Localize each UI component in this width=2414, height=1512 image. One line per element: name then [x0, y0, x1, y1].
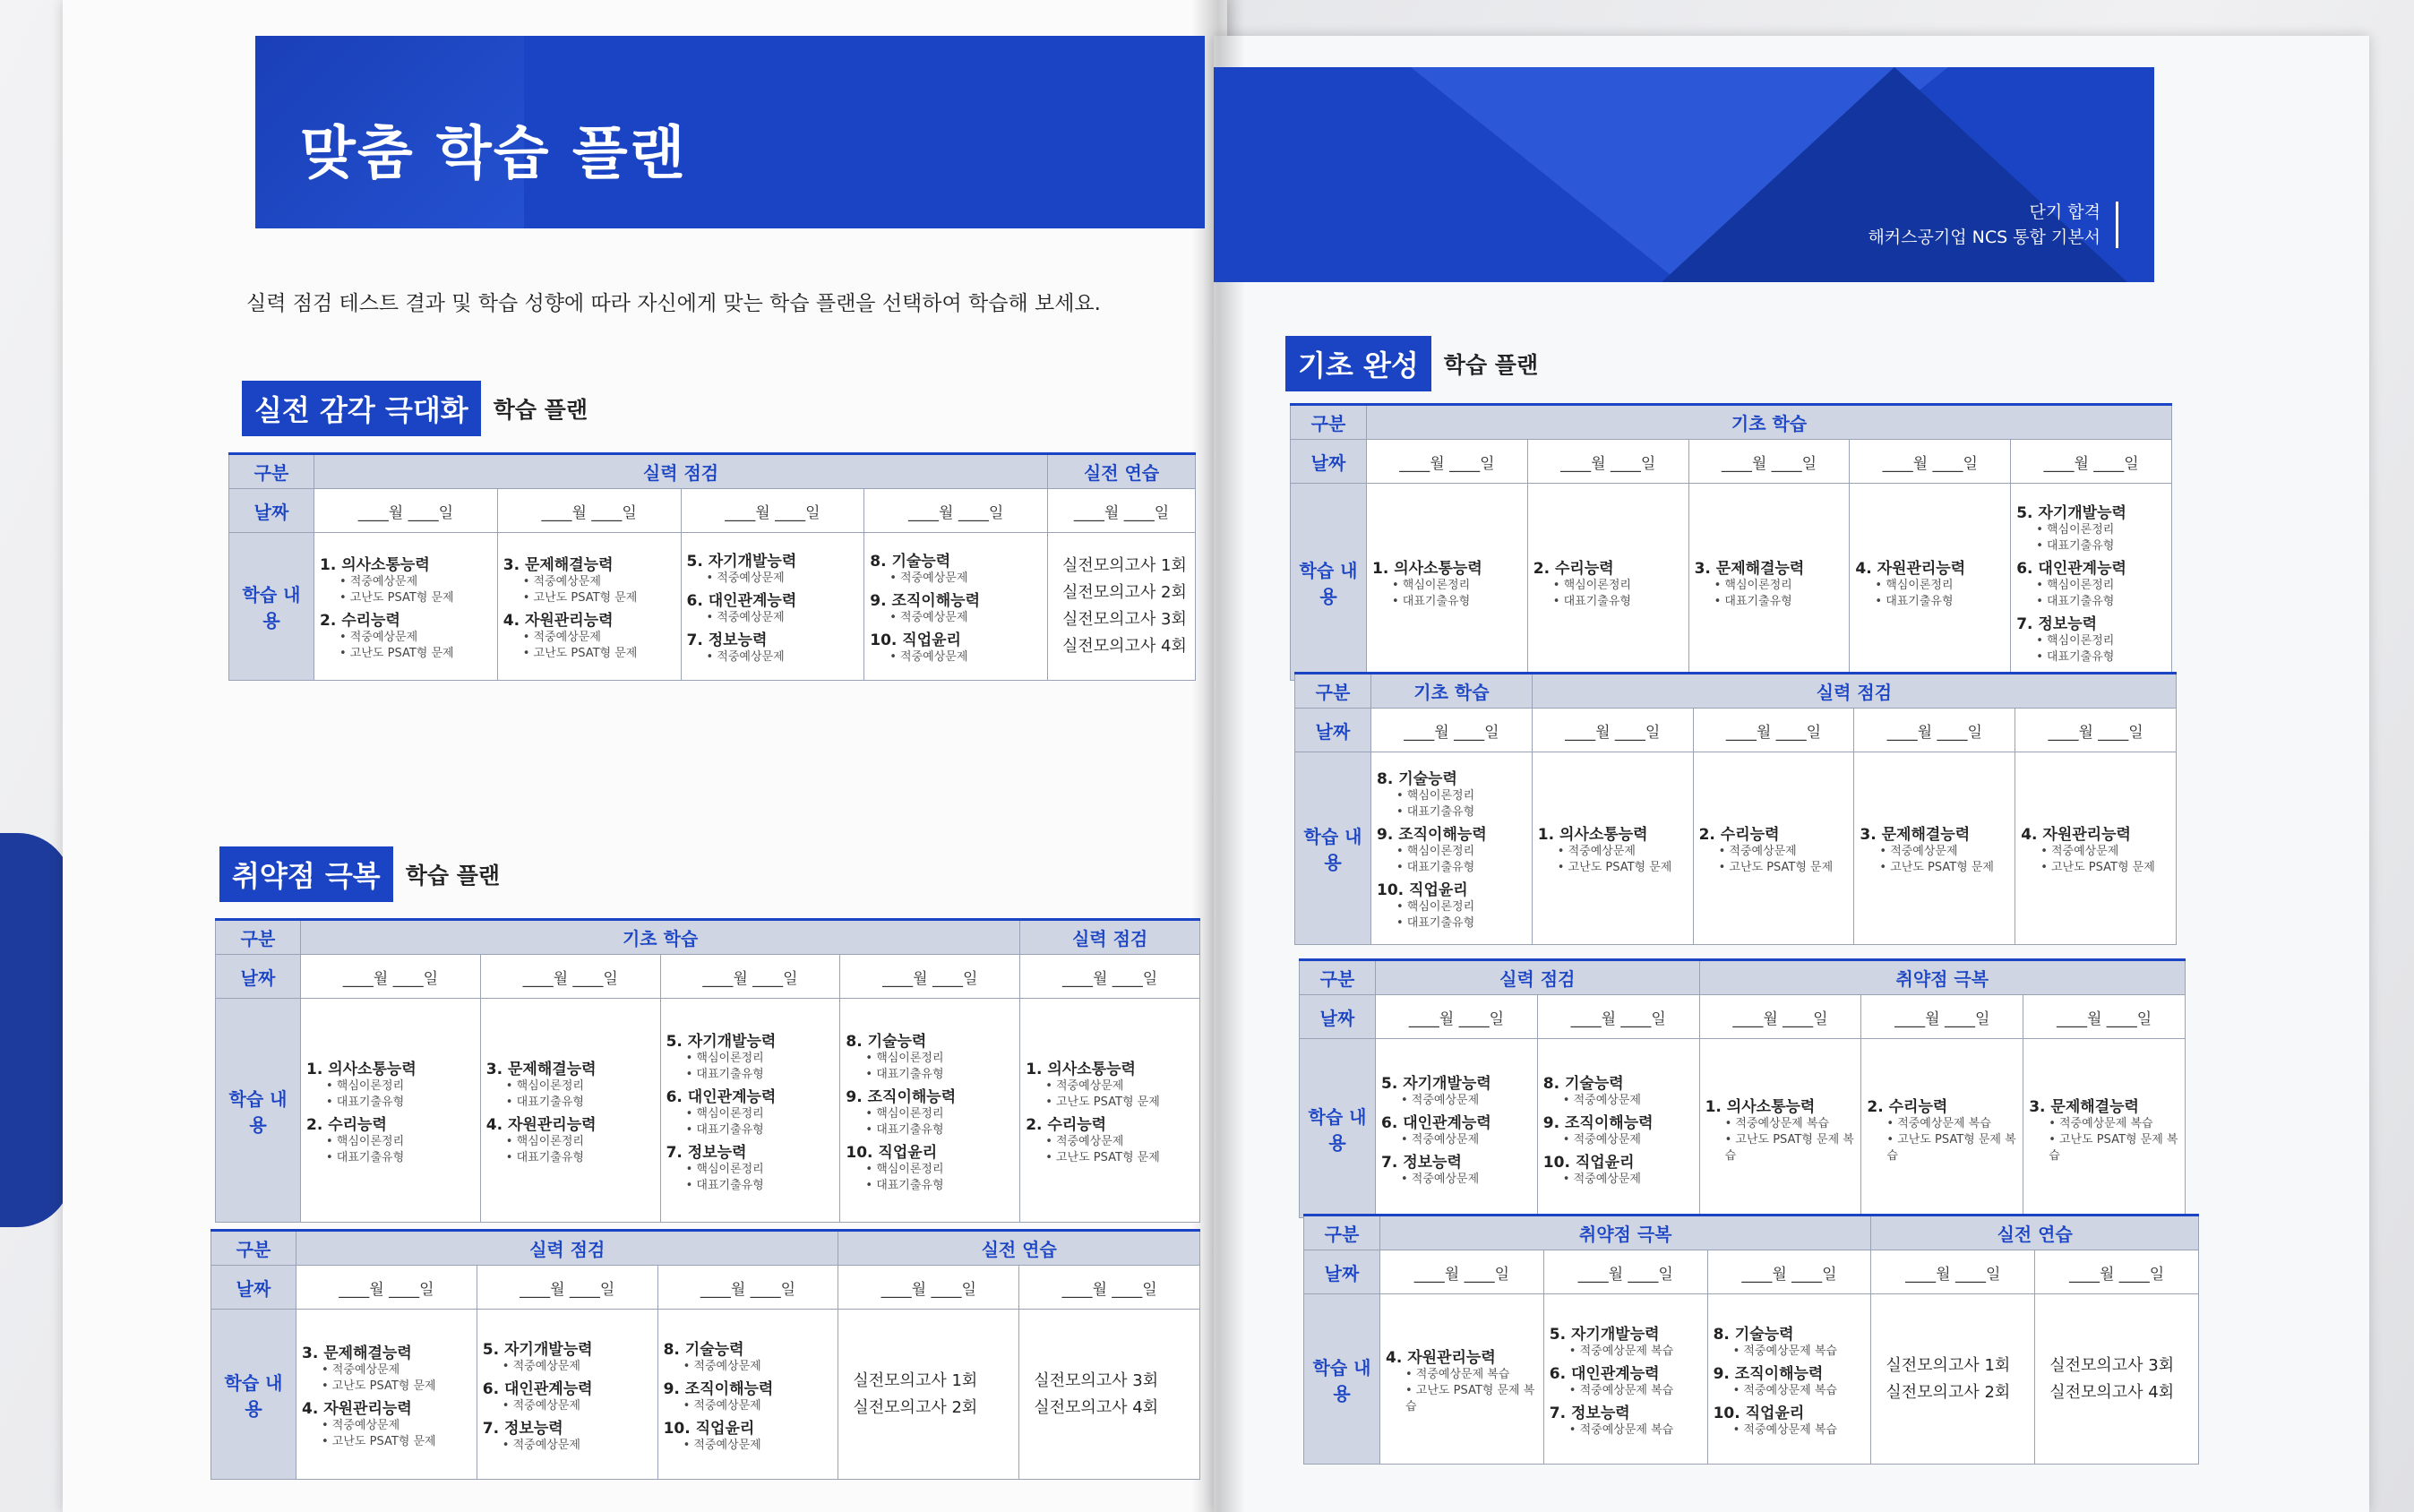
- subject-title: 5. 자기개발능력: [666, 1032, 777, 1051]
- subject-title: 4. 자원관리능력: [1386, 1348, 1496, 1367]
- mock-cell: [2035, 1294, 2199, 1465]
- date-cell[interactable]: ____월 ____일: [477, 1266, 657, 1310]
- subject-title: 5. 자기개발능력: [2016, 503, 2126, 522]
- subject-subitem: • 대표기출유형: [865, 1178, 944, 1192]
- subject-subitem: • 적중예상문제: [1562, 1172, 1641, 1186]
- subject-title: 6. 대인관계능력: [1381, 1113, 1491, 1132]
- subject-title: 3. 문제해결능력: [302, 1344, 412, 1362]
- subject-subitem: • 고난도 PSAT형 문제: [1879, 861, 1994, 874]
- subject-subitem: • 핵심이론정리: [1392, 578, 1471, 592]
- subject-title: 7. 정보능력: [686, 631, 768, 649]
- mock-exam-item: 실전모의고사 4회: [1062, 637, 1187, 656]
- subject-title: 6. 대인관계능력: [1549, 1364, 1660, 1383]
- subject-title: 4. 자원관리능력: [1855, 559, 1966, 578]
- label-content: 학습 내용: [1300, 1039, 1376, 1218]
- content-cell: [1543, 1294, 1707, 1465]
- content-cell: [497, 533, 681, 681]
- subject-subitem: • 고난도 PSAT형 문제: [339, 647, 454, 660]
- mock-exam-item: 실전모의고사 3회: [1062, 610, 1187, 629]
- subject-title: 3. 문제해결능력: [2029, 1097, 2139, 1116]
- subject-subitem: • 핵심이론정리: [1714, 578, 1792, 592]
- subject-title: 8. 기술능력: [846, 1032, 927, 1051]
- date-cell[interactable]: ____월 ____일: [1380, 1250, 1544, 1294]
- subject-title: 6. 대인관계능력: [686, 592, 797, 610]
- content-cell: [1371, 752, 1533, 945]
- mock-cell: [838, 1310, 1019, 1480]
- right-table-4: [1303, 1214, 2199, 1465]
- mock-exam-item: 실전모의고사 4회: [2049, 1382, 2175, 1402]
- label-date: 날짜: [216, 955, 301, 999]
- section-subtitle: 학습 플랜: [1443, 352, 1539, 378]
- banner-decoration: [1662, 67, 2127, 282]
- subject-subitem: • 핵심이론정리: [2036, 522, 2115, 537]
- subject-title: 3. 문제해결능력: [503, 556, 614, 574]
- mock-exam-item: 실전모의고사 1회: [853, 1370, 978, 1390]
- subject-subitem: • 적중예상문제: [1718, 845, 1797, 858]
- subject-subitem: • 적중예상문제: [889, 650, 968, 664]
- date-cell[interactable]: ____월 ____일: [1688, 440, 1850, 484]
- subject-subitem: • 대표기출유형: [685, 1178, 764, 1192]
- subject-subitem: • 고난도 PSAT형 문제 복습: [2049, 1132, 2178, 1163]
- section-heading-plan1: [242, 381, 588, 436]
- subject-subitem: • 대표기출유형: [1396, 805, 1475, 819]
- subject-title: 6. 대인관계능력: [2016, 559, 2126, 578]
- subject-title: 3. 문제해결능력: [485, 1060, 597, 1078]
- subject-subitem: • 대표기출유형: [505, 1150, 584, 1164]
- subject-subitem: • 핵심이론정리: [1396, 900, 1475, 914]
- subject-subitem: • 대표기출유형: [1875, 594, 1954, 608]
- subject-title: 4. 자원관리능력: [2021, 826, 2131, 844]
- plan1-table: [228, 452, 1196, 681]
- subject-title: 1. 의사소통능력: [1705, 1097, 1816, 1116]
- subject-title: 5. 자기개발능력: [1549, 1325, 1660, 1344]
- subject-subitem: • 적중예상문제 복습: [1886, 1116, 1991, 1130]
- group-header: 기초 학습: [1371, 674, 1533, 709]
- subject-subitem: • 핵심이론정리: [2036, 578, 2115, 592]
- subject-subitem: • 핵심이론정리: [865, 1162, 944, 1176]
- subject-subitem: • 고난도 PSAT형 문제: [339, 591, 454, 605]
- date-cell[interactable]: ____월 ____일: [838, 1266, 1019, 1310]
- date-cell[interactable]: ____월 ____일: [301, 955, 481, 999]
- subject-subitem: • 대표기출유형: [1396, 861, 1475, 874]
- subject-subitem: • 대표기출유형: [865, 1122, 944, 1137]
- content-cell: [657, 1310, 838, 1480]
- date-cell[interactable]: ____월 ____일: [1537, 995, 1699, 1039]
- subject-title: 10. 직업윤리: [663, 1419, 755, 1438]
- content-cell: [1367, 484, 1528, 681]
- content-cell: [296, 1310, 477, 1480]
- content-cell: [1527, 484, 1688, 681]
- content-cell: [1532, 752, 1693, 945]
- subject-subitem: • 적중예상문제 복습: [1732, 1383, 1837, 1397]
- label-date: 날짜: [211, 1266, 296, 1310]
- subject-title: 8. 기술능력: [870, 553, 951, 571]
- subject-title: 1. 의사소통능력: [1372, 559, 1482, 578]
- label-gubun: 구분: [229, 454, 314, 489]
- content-cell: [1688, 484, 1850, 681]
- group-header: 실력 점검: [1020, 920, 1200, 955]
- subject-subitem: • 고난도 PSAT형 문제: [1557, 861, 1672, 874]
- subject-title: 2. 수리능력: [1026, 1115, 1107, 1134]
- content-cell: [2011, 484, 2172, 681]
- group-header: 실력 점검: [1532, 674, 2176, 709]
- subject-subitem: • 대표기출유형: [2036, 538, 2115, 553]
- subject-title: 4. 자원관리능력: [503, 612, 614, 630]
- subject-subitem: • 적중예상문제: [706, 650, 785, 664]
- date-cell[interactable]: ____월 ____일: [2023, 995, 2186, 1039]
- subject-subitem: • 대표기출유형: [1552, 594, 1631, 608]
- group-header: 실력 점검: [296, 1231, 838, 1266]
- content-cell: [1699, 1039, 1861, 1218]
- section-subtitle: 학습 플랜: [493, 397, 588, 423]
- content-cell: [1861, 1039, 2023, 1218]
- mock-cell: [1019, 1310, 1200, 1480]
- subject-subitem: • 적중예상문제: [502, 1359, 580, 1373]
- subject-title: 6. 대인관계능력: [482, 1379, 593, 1398]
- subject-subitem: • 적중예상문제: [502, 1398, 580, 1413]
- subject-subitem: • 고난도 PSAT형 문제 복습: [1405, 1383, 1535, 1413]
- date-cell[interactable]: ____월 ____일: [1371, 709, 1533, 752]
- subject-subitem: • 적중예상문제 복습: [1568, 1383, 1674, 1397]
- label-date: 날짜: [229, 489, 314, 533]
- subject-subitem: • 적중예상문제: [322, 1418, 400, 1432]
- subject-title: 1. 의사소통능력: [1537, 826, 1648, 844]
- subject-subitem: • 적중예상문제: [1879, 845, 1958, 858]
- brand-line1: 단기 합격: [2029, 202, 2100, 222]
- subject-title: 4. 자원관리능력: [302, 1399, 412, 1418]
- subject-title: 10. 직업윤리: [846, 1143, 938, 1162]
- subject-subitem: • 고난도 PSAT형 문제: [1045, 1150, 1160, 1164]
- section-title: 실전 감각 극대화: [242, 381, 481, 436]
- subject-title: 3. 문제해결능력: [1860, 826, 1971, 844]
- date-cell[interactable]: ____월 ____일: [657, 1266, 838, 1310]
- date-cell[interactable]: ____월 ____일: [1376, 995, 1538, 1039]
- subject-subitem: • 핵심이론정리: [865, 1106, 944, 1121]
- subject-subitem: • 적중예상문제: [683, 1398, 761, 1413]
- mock-exam-item: 실전모의고사 1회: [1062, 556, 1187, 575]
- subject-title: 5. 자기개발능력: [686, 553, 797, 571]
- subject-subitem: • 핵심이론정리: [505, 1078, 584, 1093]
- content-cell: [2015, 752, 2177, 945]
- subject-title: 8. 기술능력: [663, 1340, 744, 1359]
- subject-subitem: • 적중예상문제: [683, 1359, 761, 1373]
- date-cell[interactable]: ____월 ____일: [1693, 709, 1854, 752]
- subject-subitem: • 적중예상문제: [322, 1362, 400, 1377]
- background-object: [0, 833, 72, 1227]
- brand-line2: 해커스공기업 NCS 통합 기본서: [1868, 228, 2100, 247]
- page-title: 맞춤 학습 플랜: [300, 121, 687, 187]
- right-table-1: [1290, 403, 2172, 681]
- content-cell: [681, 533, 864, 681]
- date-cell[interactable]: ____월 ____일: [2011, 440, 2172, 484]
- date-cell[interactable]: ____월 ____일: [1543, 1250, 1707, 1294]
- subject-subitem: • 대표기출유형: [1396, 916, 1475, 930]
- subject-subitem: • 대표기출유형: [505, 1095, 584, 1109]
- subject-subitem: • 적중예상문제 복습: [1405, 1367, 1510, 1381]
- subject-title: 9. 조직이해능력: [1713, 1364, 1824, 1383]
- group-header: 실력 점검: [314, 454, 1048, 489]
- plan2-table-a: [215, 918, 1200, 1223]
- label-date: 날짜: [1300, 995, 1376, 1039]
- subject-subitem: • 적중예상문제: [2040, 845, 2119, 858]
- label-gubun: 구분: [1295, 674, 1371, 709]
- date-cell[interactable]: ____월 ____일: [1871, 1250, 2035, 1294]
- subject-subitem: • 고난도 PSAT형 문제: [322, 1434, 436, 1448]
- subject-subitem: • 대표기출유형: [685, 1067, 764, 1081]
- content-cell: [1380, 1294, 1544, 1465]
- label-gubun: 구분: [1291, 405, 1367, 440]
- section-title: 기초 완성: [1285, 336, 1431, 391]
- subject-subitem: • 적중예상문제 복습: [1568, 1422, 1674, 1437]
- date-cell[interactable]: ____월 ____일: [1367, 440, 1528, 484]
- subject-subitem: • 핵심이론정리: [326, 1134, 405, 1148]
- date-cell[interactable]: ____월 ____일: [1854, 709, 2015, 752]
- subject-subitem: • 고난도 PSAT형 문제: [1045, 1095, 1160, 1109]
- subject-title: 9. 조직이해능력: [1542, 1113, 1654, 1132]
- subject-title: 7. 정보능력: [666, 1143, 747, 1162]
- subject-subitem: • 적중예상문제: [522, 575, 601, 588]
- label-content: 학습 내용: [211, 1310, 296, 1480]
- date-cell[interactable]: ____월 ____일: [296, 1266, 477, 1310]
- mock-exam-item: 실전모의고사 1회: [1886, 1355, 2011, 1375]
- subject-subitem: • 적중예상문제: [1401, 1172, 1480, 1186]
- mock-exam-item: 실전모의고사 2회: [853, 1397, 978, 1417]
- subject-subitem: • 적중예상문제: [1401, 1132, 1480, 1147]
- subject-title: 10. 직업윤리: [1542, 1153, 1635, 1172]
- group-header: 실전 연습: [1871, 1216, 2199, 1250]
- subject-title: 8. 기술능력: [1377, 770, 1457, 788]
- date-cell[interactable]: ____월 ____일: [1532, 709, 1693, 752]
- subject-title: 5. 자기개발능력: [1381, 1074, 1491, 1093]
- date-cell[interactable]: ____월 ____일: [497, 489, 681, 533]
- content-cell: [1850, 484, 2011, 681]
- group-header: 실전 연습: [1048, 454, 1196, 489]
- content-cell: [1854, 752, 2015, 945]
- right-table-2: [1294, 672, 2177, 945]
- section-heading-right: [1285, 336, 1538, 391]
- subject-title: 7. 정보능력: [1381, 1153, 1462, 1172]
- subject-subitem: • 대표기출유형: [685, 1122, 764, 1137]
- mock-exam-item: 실전모의고사 2회: [1886, 1382, 2011, 1402]
- mock-cell: [1048, 533, 1196, 681]
- date-cell[interactable]: ____월 ____일: [1850, 440, 2011, 484]
- right-table-3: [1299, 958, 2186, 1218]
- date-cell[interactable]: ____월 ____일: [660, 955, 840, 999]
- subject-subitem: • 핵심이론정리: [1875, 578, 1954, 592]
- date-cell[interactable]: ____월 ____일: [1707, 1250, 1871, 1294]
- left-title-banner: [255, 36, 1205, 228]
- label-date: 날짜: [1304, 1250, 1380, 1294]
- subject-subitem: • 적중예상문제: [1045, 1078, 1124, 1093]
- group-header: 실력 점검: [1376, 960, 1700, 995]
- subject-title: 6. 대인관계능력: [666, 1087, 777, 1106]
- date-cell[interactable]: ____월 ____일: [1699, 995, 1861, 1039]
- date-cell[interactable]: ____월 ____일: [1861, 995, 2023, 1039]
- subject-subitem: • 고난도 PSAT형 문제 복습: [1886, 1132, 2016, 1163]
- mock-exam-item: 실전모의고사 4회: [1034, 1397, 1159, 1417]
- subject-subitem: • 대표기출유형: [1392, 594, 1471, 608]
- content-cell: [660, 999, 840, 1223]
- label-gubun: 구분: [216, 920, 301, 955]
- subject-title: 9. 조직이해능력: [846, 1087, 957, 1106]
- subject-subitem: • 대표기출유형: [326, 1095, 405, 1109]
- subject-subitem: • 적중예상문제: [339, 631, 418, 644]
- label-date: 날짜: [1291, 440, 1367, 484]
- subject-title: 10. 직업윤리: [1713, 1404, 1805, 1422]
- subject-subitem: • 고난도 PSAT형 문제: [2040, 861, 2155, 874]
- label-gubun: 구분: [1300, 960, 1376, 995]
- label-content: 학습 내용: [216, 999, 301, 1223]
- label-content: 학습 내용: [1295, 752, 1371, 945]
- subject-subitem: • 적중예상문제: [522, 631, 601, 644]
- subject-subitem: • 적중예상문제: [1562, 1093, 1641, 1107]
- content-cell: [1693, 752, 1854, 945]
- date-cell[interactable]: ____월 ____일: [2015, 709, 2177, 752]
- subject-subitem: • 적중예상문제 복습: [1732, 1422, 1837, 1437]
- subject-title: 10. 직업윤리: [1377, 881, 1468, 899]
- date-cell[interactable]: ____월 ____일: [1020, 955, 1200, 999]
- subject-subitem: • 적중예상문제 복습: [1568, 1344, 1674, 1358]
- mock-exam-item: 실전모의고사 3회: [2049, 1355, 2175, 1375]
- mock-exam-item: 실전모의고사 2회: [1062, 583, 1187, 602]
- label-content: 학습 내용: [1291, 484, 1367, 681]
- date-cell[interactable]: ____월 ____일: [864, 489, 1048, 533]
- subject-subitem: • 핵심이론정리: [685, 1051, 764, 1065]
- subject-subitem: • 대표기출유형: [2036, 649, 2115, 664]
- content-cell: [864, 533, 1048, 681]
- subject-subitem: • 적중예상문제: [1401, 1093, 1480, 1107]
- content-cell: [477, 1310, 657, 1480]
- label-date: 날짜: [1295, 709, 1371, 752]
- date-cell[interactable]: ____월 ____일: [840, 955, 1020, 999]
- date-cell[interactable]: ____월 ____일: [681, 489, 864, 533]
- subject-title: 2. 수리능력: [1867, 1097, 1948, 1116]
- subject-subitem: • 고난도 PSAT형 문제: [522, 591, 638, 605]
- subject-subitem: • 고난도 PSAT형 문제: [322, 1379, 436, 1393]
- content-cell: [301, 999, 481, 1223]
- subject-title: 2. 수리능력: [1533, 559, 1614, 578]
- subject-title: 2. 수리능력: [1698, 826, 1780, 844]
- subject-subitem: • 적중예상문제: [339, 575, 418, 588]
- subject-subitem: • 적중예상문제 복습: [1732, 1344, 1837, 1358]
- subject-title: 7. 정보능력: [482, 1419, 563, 1438]
- subject-title: 5. 자기개발능력: [482, 1340, 593, 1359]
- subject-subitem: • 적중예상문제: [502, 1438, 580, 1452]
- section-subtitle: 학습 플랜: [405, 863, 501, 889]
- subject-subitem: • 핵심이론정리: [685, 1162, 764, 1176]
- mock-exam-item: 실전모의고사 3회: [1034, 1370, 1159, 1390]
- date-cell[interactable]: ____월 ____일: [1048, 489, 1196, 533]
- subject-title: 2. 수리능력: [306, 1115, 387, 1134]
- section-heading-plan2: [219, 846, 500, 902]
- subject-subitem: • 적중예상문제 복습: [1724, 1116, 1829, 1130]
- subject-title: 7. 정보능력: [1549, 1404, 1630, 1422]
- subject-title: 9. 조직이해능력: [1377, 826, 1487, 844]
- subject-title: 10. 직업윤리: [870, 631, 961, 649]
- section-title: 취약점 극복: [219, 846, 393, 902]
- subject-subitem: • 핵심이론정리: [1552, 578, 1631, 592]
- subject-subitem: • 핵심이론정리: [1396, 789, 1475, 803]
- subject-subitem: • 적중예상문제 복습: [2049, 1116, 2153, 1130]
- subject-title: 9. 조직이해능력: [870, 592, 980, 610]
- subject-title: 4. 자원관리능력: [485, 1115, 597, 1134]
- group-header: 기초 학습: [1367, 405, 2172, 440]
- date-cell[interactable]: ____월 ____일: [1527, 440, 1688, 484]
- label-content: 학습 내용: [229, 533, 314, 681]
- plan2-table-b: [210, 1229, 1200, 1480]
- subject-subitem: • 핵심이론정리: [865, 1051, 944, 1065]
- subject-title: 1. 의사소통능력: [306, 1060, 417, 1078]
- subject-subitem: • 핵심이론정리: [326, 1078, 405, 1093]
- content-cell: [480, 999, 660, 1223]
- subject-subitem: • 적중예상문제: [1557, 845, 1636, 858]
- subject-title: 3. 문제해결능력: [1694, 559, 1805, 578]
- content-cell: [1537, 1039, 1699, 1218]
- subject-subitem: • 핵심이론정리: [2036, 633, 2115, 648]
- subject-subitem: • 고난도 PSAT형 문제: [1718, 861, 1834, 874]
- brand-divider: [2116, 202, 2118, 248]
- content-cell: [2023, 1039, 2186, 1218]
- subject-title: 2. 수리능력: [320, 612, 400, 630]
- group-header: 기초 학습: [301, 920, 1020, 955]
- subject-subitem: • 대표기출유형: [326, 1150, 405, 1164]
- subject-title: 1. 의사소통능력: [1026, 1060, 1136, 1078]
- label-gubun: 구분: [1304, 1216, 1380, 1250]
- content-cell: [314, 533, 498, 681]
- group-header: 실전 연습: [838, 1231, 1200, 1266]
- mock-cell: [1871, 1294, 2035, 1465]
- subject-subitem: • 적중예상문제: [706, 611, 785, 624]
- content-cell: [1376, 1039, 1538, 1218]
- subject-title: 9. 조직이해능력: [663, 1379, 774, 1398]
- subject-title: 1. 의사소통능력: [320, 556, 430, 574]
- content-cell: [1020, 999, 1200, 1223]
- subject-subitem: • 고난도 PSAT형 문제: [522, 647, 638, 660]
- subject-subitem: • 적중예상문제: [706, 571, 785, 585]
- date-cell[interactable]: ____월 ____일: [1019, 1266, 1200, 1310]
- subject-subitem: • 적중예상문제: [1045, 1134, 1124, 1148]
- label-content: 학습 내용: [1304, 1294, 1380, 1465]
- subject-subitem: • 고난도 PSAT형 문제 복습: [1724, 1132, 1854, 1163]
- content-cell: [840, 999, 1020, 1223]
- date-cell[interactable]: ____월 ____일: [480, 955, 660, 999]
- subject-subitem: • 적중예상문제: [683, 1438, 761, 1452]
- subject-title: 8. 기술능력: [1542, 1074, 1624, 1093]
- subject-subitem: • 대표기출유형: [865, 1067, 944, 1081]
- date-cell[interactable]: ____월 ____일: [2035, 1250, 2199, 1294]
- subject-subitem: • 핵심이론정리: [1396, 845, 1475, 858]
- subject-title: 8. 기술능력: [1713, 1325, 1794, 1344]
- subject-subitem: • 핵심이론정리: [505, 1134, 584, 1148]
- intro-text: 실력 점검 테스트 결과 및 학습 성향에 따라 자신에게 맞는 학습 플랜을 선택하여 학습해 보세요.: [246, 292, 1101, 315]
- subject-subitem: • 핵심이론정리: [685, 1106, 764, 1121]
- right-header-banner: [1214, 67, 2154, 282]
- label-gubun: 구분: [211, 1231, 296, 1266]
- subject-subitem: • 적중예상문제: [889, 611, 968, 624]
- book-brand: [1868, 200, 2100, 250]
- content-cell: [1707, 1294, 1871, 1465]
- subject-subitem: • 적중예상문제: [889, 571, 968, 585]
- subject-subitem: • 대표기출유형: [2036, 594, 2115, 608]
- date-cell[interactable]: ____월 ____일: [314, 489, 498, 533]
- group-header: 취약점 극복: [1380, 1216, 1871, 1250]
- subject-title: 7. 정보능력: [2016, 614, 2098, 633]
- subject-subitem: • 적중예상문제: [1562, 1132, 1641, 1147]
- group-header: 취약점 극복: [1699, 960, 2185, 995]
- subject-subitem: • 대표기출유형: [1714, 594, 1792, 608]
